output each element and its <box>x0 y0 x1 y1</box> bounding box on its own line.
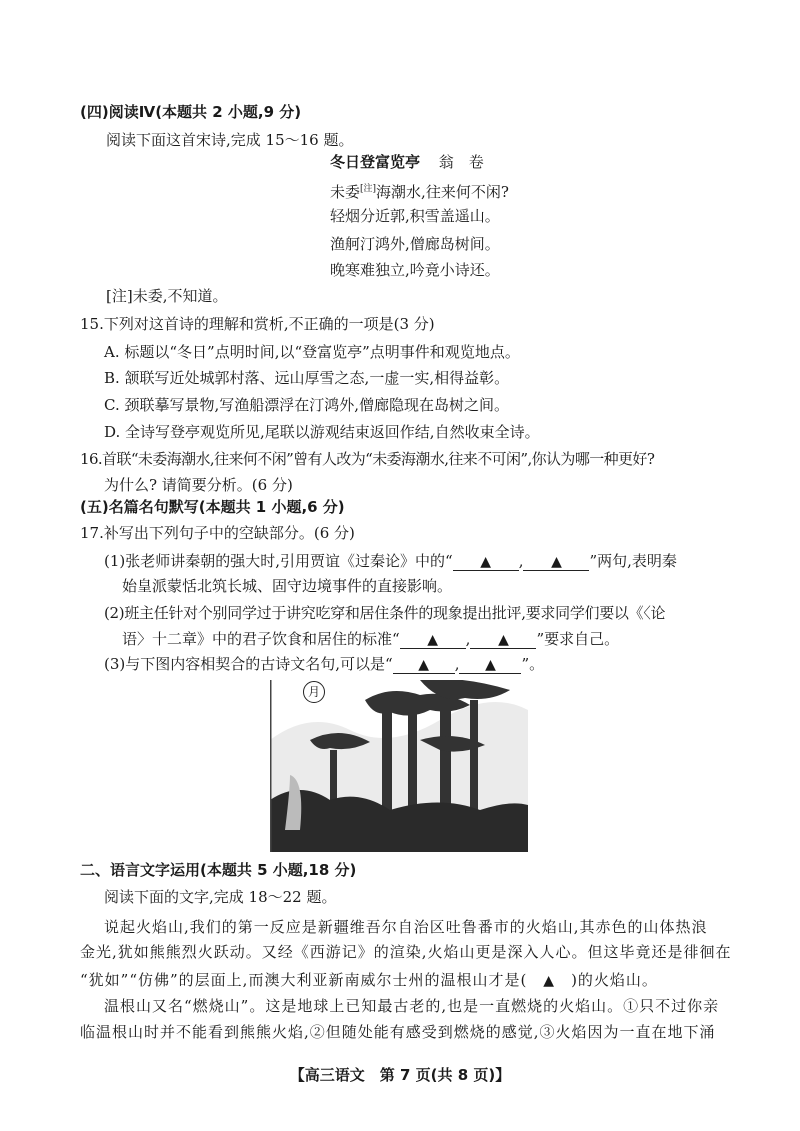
q17-part1-cont: 始皇派蒙恬北筑长城、固守边境事件的直接影响。 <box>122 577 453 595</box>
part2-heading: 二、语言文字运用(本题共 5 小题,18 分) <box>80 861 357 879</box>
question-16-cont: 为什么? 请简要分析。(6 分) <box>104 476 293 494</box>
poem-line: 渔舸汀鸿外,僧廊岛树间。 <box>330 235 500 253</box>
moon-label: 月 <box>303 681 325 703</box>
passage-line: 温根山又名“燃烧山”。这是地球上已知最古老的,也是一直燃烧的火焰山。①只不过你亲 <box>104 997 720 1015</box>
answer-blank[interactable]: ▲ <box>400 631 466 649</box>
answer-blank[interactable]: ▲ <box>543 973 556 989</box>
option-c: C. 颈联摹写景物,写渔船漂浮在汀鸿外,僧廊隐现在岛树之间。 <box>104 396 510 414</box>
passage-line: 说起火焰山,我们的第一反应是新疆维吾尔自治区吐鲁番市的火焰山,其赤色的山体热浪 <box>104 918 708 936</box>
question-17: 17.补写出下列句子中的空缺部分。(6 分) <box>80 524 355 542</box>
poem-author: 翁 卷 <box>438 153 484 171</box>
answer-blank[interactable]: ▲ <box>523 553 589 571</box>
poem-title: 冬日登富览亭 <box>330 153 421 171</box>
option-d: D. 全诗写登亭观览所见,尾联以游观结束返回作结,自然收束全诗。 <box>104 423 540 441</box>
poem-line: 晚寒难独立,吟竟小诗还。 <box>330 261 500 279</box>
passage-line: 金光,犹如熊熊烈火跃动。又经《西游记》的渲染,火焰山更是深入人心。但这毕竟还是徘徊在 <box>80 943 732 961</box>
q17-part2: (2)班主任针对个别同学过于讲究吃穿和居住条件的现象提出批评,要求同学们要以《〈论 <box>104 604 666 622</box>
instruction: 阅读下面这首宋诗,完成 15～16 题。 <box>106 131 354 149</box>
poem-note: [注]未委,不知道。 <box>106 287 228 305</box>
section-heading: (四)阅读Ⅳ(本题共 2 小题,9 分) <box>80 103 302 121</box>
page-footer: 【高三语文 第 7 页(共 8 页)】 <box>289 1066 511 1084</box>
poem-header <box>330 152 484 172</box>
landscape-painting <box>270 680 528 852</box>
answer-blank[interactable]: ▲ <box>393 656 455 674</box>
passage-line: “犹如”“仿佛”的层面上,而澳大利亚新南威尔士州的温根山才是( ▲ )的火焰山。 <box>80 971 658 989</box>
answer-blank[interactable]: ▲ <box>459 656 521 674</box>
question-16: 16.首联“未委海潮水,往来何不闲”曾有人改为“未委海潮水,往来不可闲”,你认为哪一种更好? <box>80 450 655 468</box>
q17-part3: (3)与下图内容相契合的古诗文名句,可以是“ ▲ , ▲ ”。 <box>104 655 545 673</box>
poem-line: 轻烟分近郭,积雪盖遥山。 <box>330 207 500 225</box>
q17-part2-cont: 语〉十二章》中的君子饮食和居住的标准“ ▲ , ▲ ”要求自己。 <box>122 630 620 648</box>
q17-part1: (1)张老师讲秦朝的强大时,引用贾谊《过秦论》中的“ ▲ , ▲ ”两句,表明秦 <box>104 552 677 570</box>
option-b: B. 颔联写近处城郭村落、远山厚雪之态,一虚一实,相得益彰。 <box>104 369 510 387</box>
question-15: 15.下列对这首诗的理解和赏析,不正确的一项是(3 分) <box>80 315 435 333</box>
section-heading: (五)名篇名句默写(本题共 1 小题,6 分) <box>80 498 345 516</box>
poem-line: 未委[注]海潮水,往来何不闲? <box>330 183 509 201</box>
answer-blank[interactable]: ▲ <box>470 631 536 649</box>
option-a: A. 标题以“冬日”点明时间,以“登富览亭”点明事件和观览地点。 <box>104 343 520 361</box>
part2-instruction: 阅读下面的文字,完成 18～22 题。 <box>104 888 337 906</box>
passage-line: 临温根山时并不能看到熊熊火焰,②但随处能有感受到燃烧的感觉,③火焰因为一直在地下涌 <box>80 1023 716 1041</box>
answer-blank[interactable]: ▲ <box>453 553 519 571</box>
